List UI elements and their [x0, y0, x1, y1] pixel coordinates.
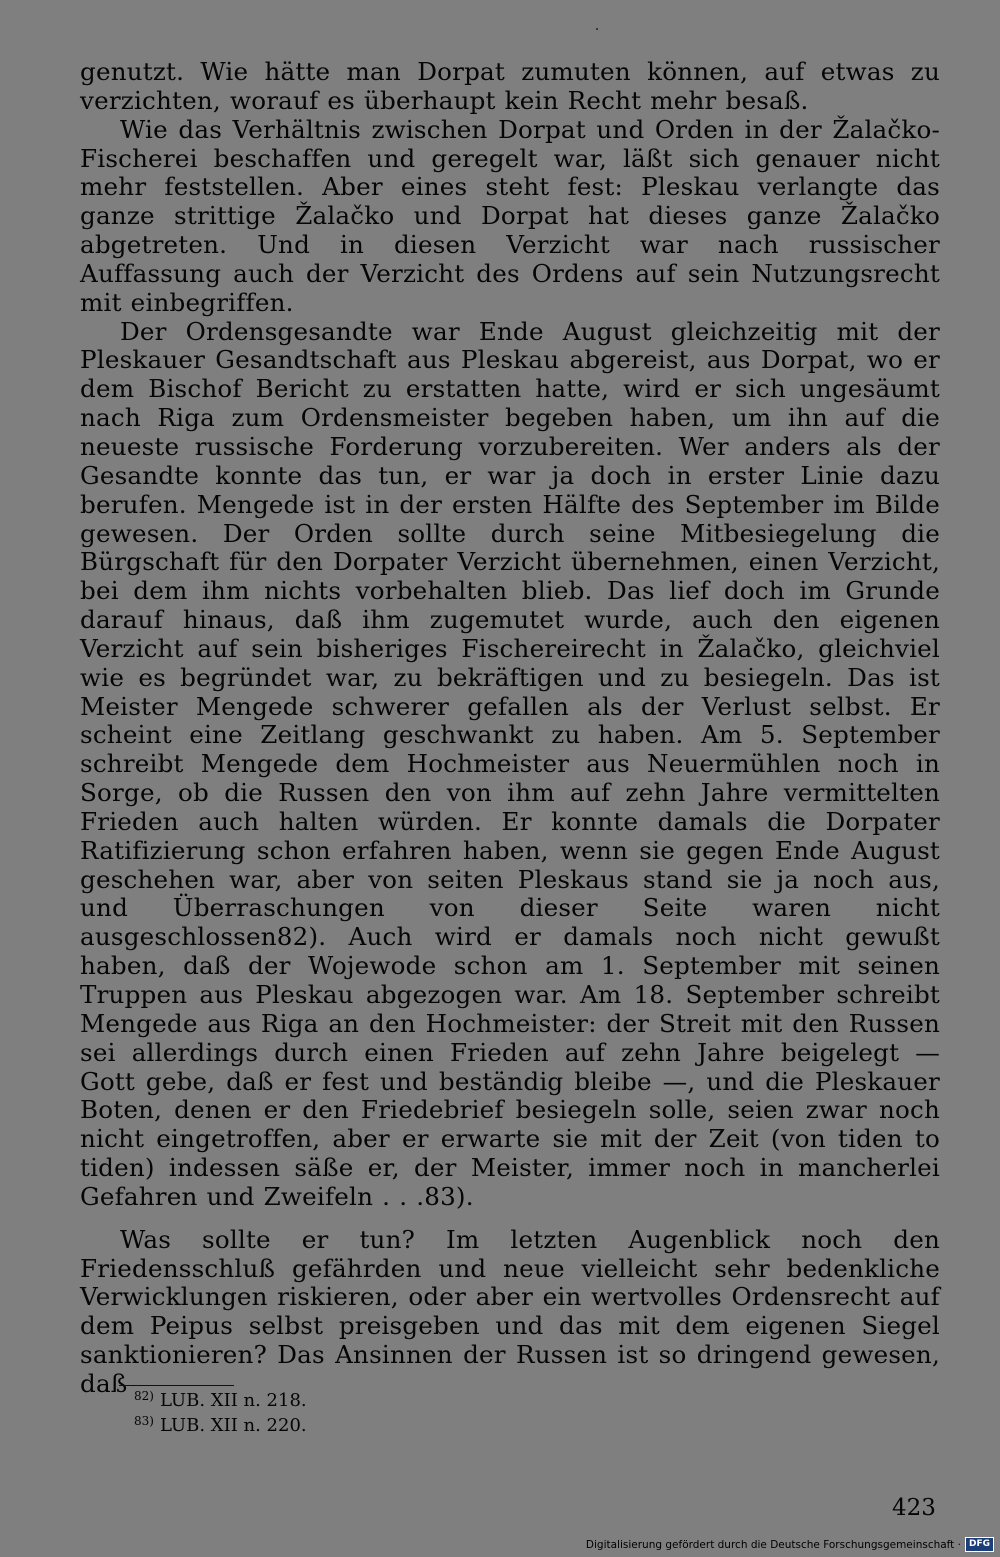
footnote-text: LUB. XII n. 218.: [159, 1390, 307, 1411]
footnote: [134, 1389, 307, 1414]
dfg-logo: DFG: [965, 1537, 994, 1552]
footnote: [134, 1414, 307, 1439]
scan-speck: [596, 28, 598, 30]
page-number: 423: [892, 1495, 936, 1521]
paragraph: Der Ordensgesandte war Ende August gleichzeitig mit der Pleskauer Gesandtschaft aus Pleskau abgereist, aus Dorpat, wo er dem Bischof Bericht zu erstatten hatte, wird er sich ungesäumt nach Riga zum Ordensmeister begeben haben, um ihn auf die neueste russische Forderung vorzubereiten. Wer anders als der Gesandte konnte das tun, er war ja doch in erster Linie dazu berufen. Mengede ist in der ersten Hälfte des September im Bilde gewesen. Der Orden sollte durch seine Mitbesiegelung die Bürgschaft für den Dorpater Verzicht übernehmen, einen Verzicht, bei dem ihm nichts vorbehalten blieb. Das lief doch im Grunde darauf hinaus, daß ihm zugemutet wurde, auch den eigenen Verzicht auf sein bisheriges Fischereirecht in Žalačko, gleichviel wie es begründet war, zu bekräftigen und zu besiegeln. Das ist Meister Mengede schwerer gefallen als der Verlust selbst. Er scheint eine Zeitlang geschwankt zu haben. Am 5. September schreibt Mengede dem Hochmeister aus Neuermühlen noch in Sorge, ob die Russen den von ihm auf zehn Jahre vermittelten Frieden auch halten würden. Er konnte damals die Dorpater Ratifizierung schon erfahren haben, wenn sie gegen Ende August geschehen war, aber von seiten Pleskaus stand sie ja noch aus, und Überraschungen von dieser Seite waren nicht ausgeschlossen82). Auch wird er damals noch nicht gewußt haben, daß der Wojewode schon am 1. September mit seinen Truppen aus Pleskau abgezogen war. Am 18. September schreibt Mengede aus Riga an den Hochmeister: der Streit mit den Russen sei allerdings durch einen Frieden auf zehn Jahre beigelegt — Gott gebe, daß er fest und beständig bleibe —, und die Pleskauer Boten, denen er den Friedebrief besiegeln solle, seien zwar noch nicht eingetroffen, aber er erwarte sie mit der Zeit (von tiden to tiden) indessen säße er, der Meister, immer noch in mancherlei Gefahren und Zweifeln . . .83).: [80, 316, 940, 1211]
footnote-number: 83): [134, 1414, 154, 1428]
paragraph: Wie das Verhältnis zwischen Dorpat und Orden in der Žalačko-Fischerei beschaffen und geregelt war, läßt sich genauer nicht mehr feststellen. Aber eines steht fest: Pleskau verlangte das ganze strittige Žalačko und Dorpat hat dieses ganze Žalačko abgetreten. Und in diesen Verzicht war nach russischer Auffassung auch der Verzicht des Ordens auf sein Nutzungsrecht mit einbegriffen.: [80, 114, 940, 317]
paragraph-continuation: genutzt. Wie hätte man Dorpat zumuten können, auf etwas zu verzichten, worauf es überhaupt kein Recht mehr besaß.: [80, 57, 940, 115]
credit-text: Digitalisierung gefördert durch die Deutsche Forschungsgemeinschaft ·: [585, 1538, 961, 1551]
footnotes: [134, 1389, 307, 1439]
digitization-credit: [586, 1537, 994, 1552]
footnote-text: LUB. XII n. 220.: [159, 1415, 307, 1436]
page-body: [80, 58, 940, 1399]
footnote-number: 82): [134, 1389, 154, 1403]
paragraph: Was sollte er tun? Im letzten Augenblick noch den Friedensschluß gefährden und neue vielleicht sehr bedenkliche Verwicklungen riskieren, oder aber ein wertvolles Ordensrecht auf dem Peipus selbst preisgeben und das mit dem eigenen Siegel sanktionieren? Das Ansinnen der Russen ist so dringend gewesen, daß: [80, 1224, 940, 1398]
